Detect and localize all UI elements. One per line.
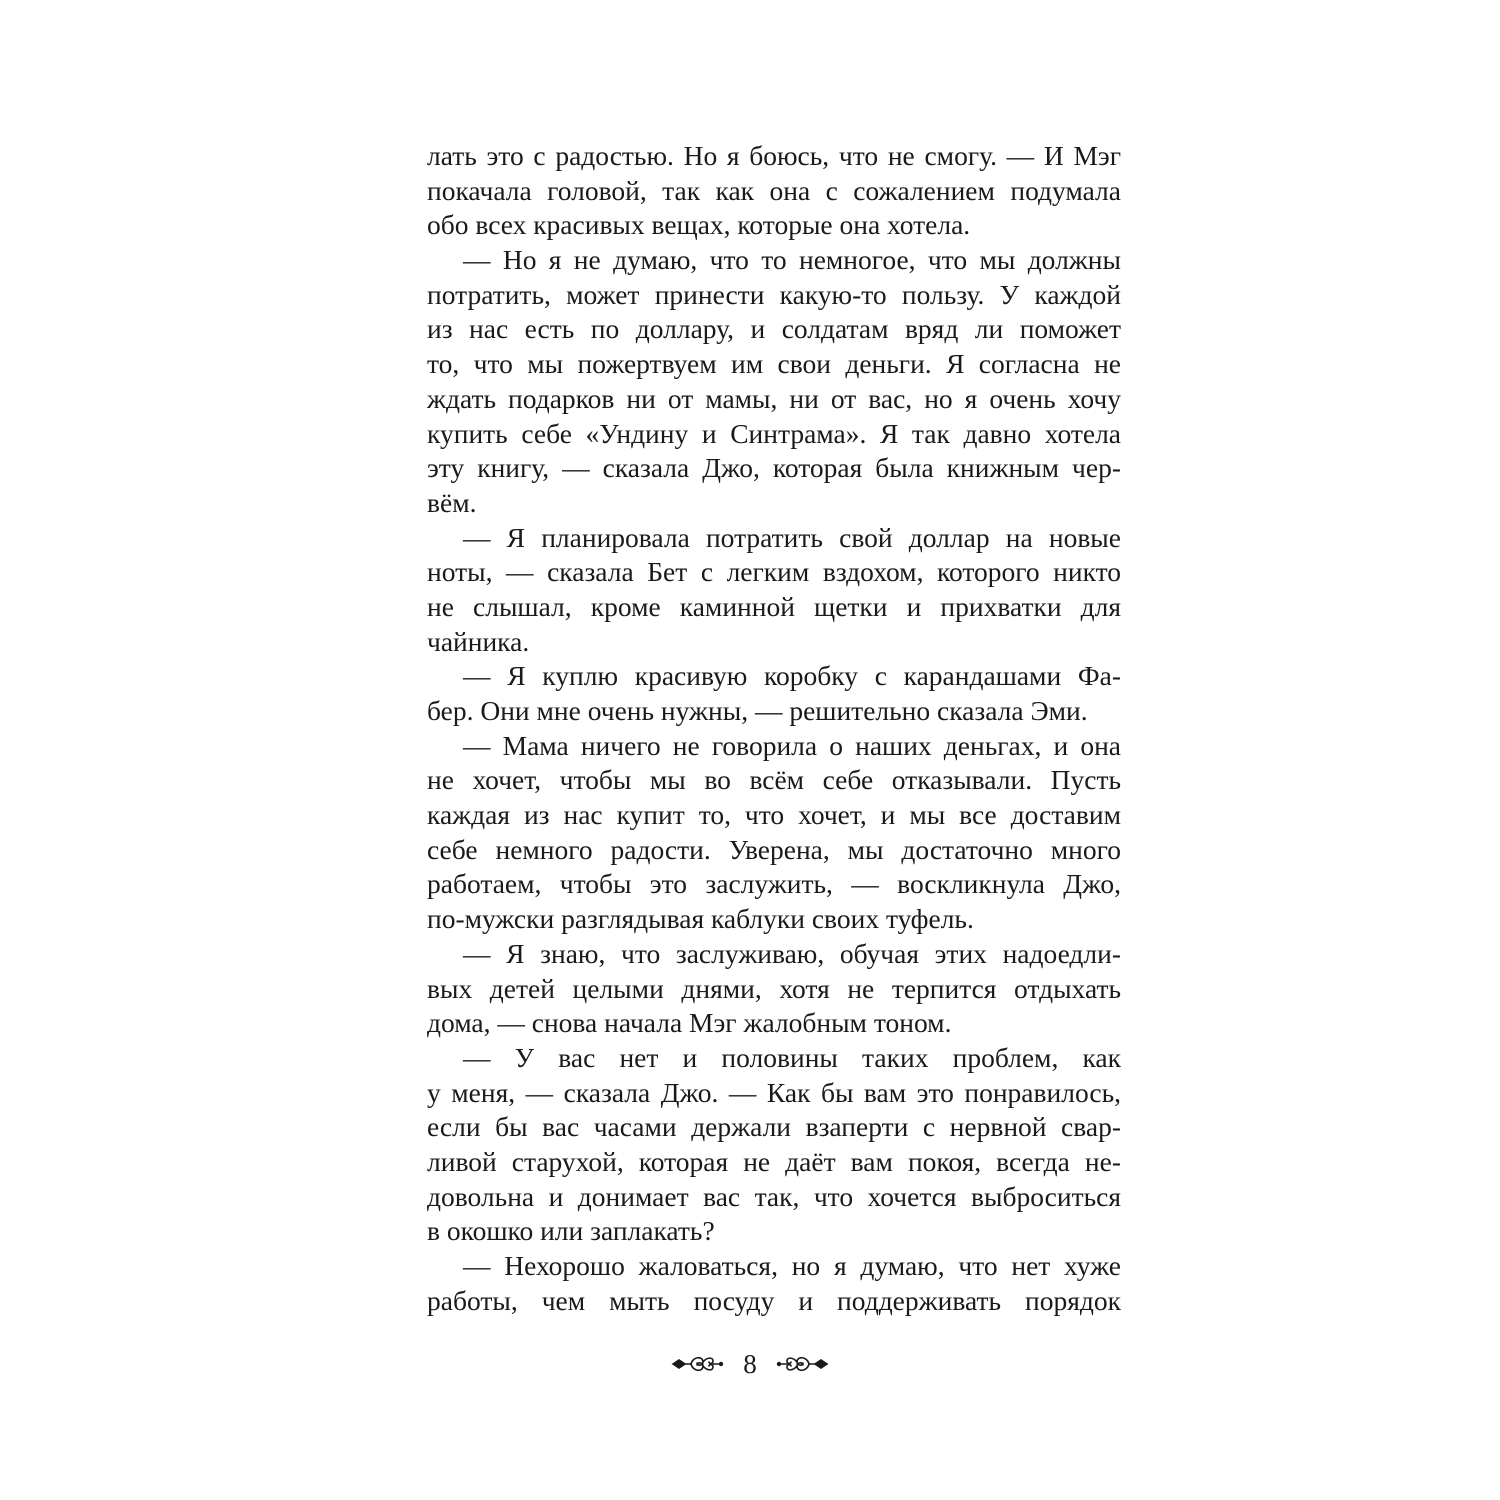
- text-line: чайника.: [427, 625, 530, 657]
- page-footer: [0, 1344, 1500, 1384]
- text-line: довольна и донимает вас так, что хочется выброситься: [427, 1180, 1121, 1212]
- text-line: — Нехорошо жаловаться, но я думаю, что нет хуже: [463, 1250, 1121, 1281]
- text-line: — У вас нет и половины таких проблем, как: [463, 1041, 1121, 1073]
- text-line: эту книгу, — сказала Джо, которая была книжным чер-: [427, 452, 1121, 484]
- text-line: у меня, — сказала Джо. — Как бы вам это понравилось,: [427, 1076, 1121, 1108]
- text-line: по-мужски разглядывая каблуки своих туфель.: [427, 903, 974, 935]
- text-line: работаем, чтобы это заслужить, — воскликнула Джо,: [427, 868, 1121, 900]
- text-line: лать это с радостью. Но я боюсь, что не смогу. — И Мэг: [427, 140, 1121, 171]
- body-text: [427, 139, 1121, 1318]
- text-line: купить себе «Ундину и Синтрама». Я так давно хотела: [427, 417, 1121, 449]
- text-line: бер. Они мне очень нужны, — решительно сказала Эми.: [427, 695, 1088, 726]
- page-number: 8: [743, 1348, 757, 1379]
- text-line: — Я куплю красивую коробку с карандашами Фа-: [463, 660, 1121, 692]
- text-line: — Я знаю, что заслуживаю, обучая этих надоедли-: [463, 937, 1121, 969]
- text-line: в окошко или заплакать?: [427, 1215, 715, 1247]
- text-line: — Но я не думаю, что то немногое, что мы должны: [463, 244, 1121, 276]
- text-line: себе немного радости. Уверена, мы достаточно много: [427, 833, 1121, 865]
- flourish-ornament-left-icon: [671, 1351, 725, 1377]
- text-line: вём.: [427, 486, 477, 518]
- flourish-ornament-right-icon: [775, 1351, 829, 1377]
- text-line: ноты, — сказала Бет с легким вздохом, которого никто: [427, 556, 1121, 588]
- text-line: работы, чем мыть посуду и поддерживать порядок: [427, 1284, 1121, 1316]
- text-line: обо всех красивых вещах, которые она хотела.: [427, 209, 971, 241]
- text-line: из нас есть по доллару, и солдатам вряд ли поможет: [427, 313, 1121, 345]
- text-line: не слышал, кроме каминной щетки и прихватки для: [427, 590, 1121, 622]
- text-line: вых детей целыми днями, хотя не терпится отдыхать: [427, 972, 1121, 1004]
- text-line: дома, — снова начала Мэг жалобным тоном.: [427, 1007, 952, 1039]
- text-line: каждая из нас купит то, что хочет, и мы все доставим: [427, 799, 1121, 831]
- text-line: то, что мы пожертвуем им свои деньги. Я согласна не: [427, 348, 1121, 380]
- text-line: не хочет, чтобы мы во всём себе отказывали. Пусть: [427, 764, 1121, 796]
- text-line: ждать подарков ни от мамы, ни от вас, но я очень хочу: [427, 382, 1121, 414]
- text-line: — Мама ничего не говорила о наших деньгах, и она: [463, 729, 1121, 761]
- text-line: потратить, может принести какую-то пользу. У каждой: [427, 278, 1121, 310]
- text-line: — Я планировала потратить свой доллар на новые: [463, 521, 1121, 553]
- text-line: ливой старухой, которая не даёт вам покоя, всегда не-: [427, 1145, 1121, 1177]
- text-line: покачала головой, так как она с сожалением подумала: [427, 174, 1121, 206]
- text-line: если бы вас часами держали взаперти с нервной свар-: [427, 1111, 1121, 1143]
